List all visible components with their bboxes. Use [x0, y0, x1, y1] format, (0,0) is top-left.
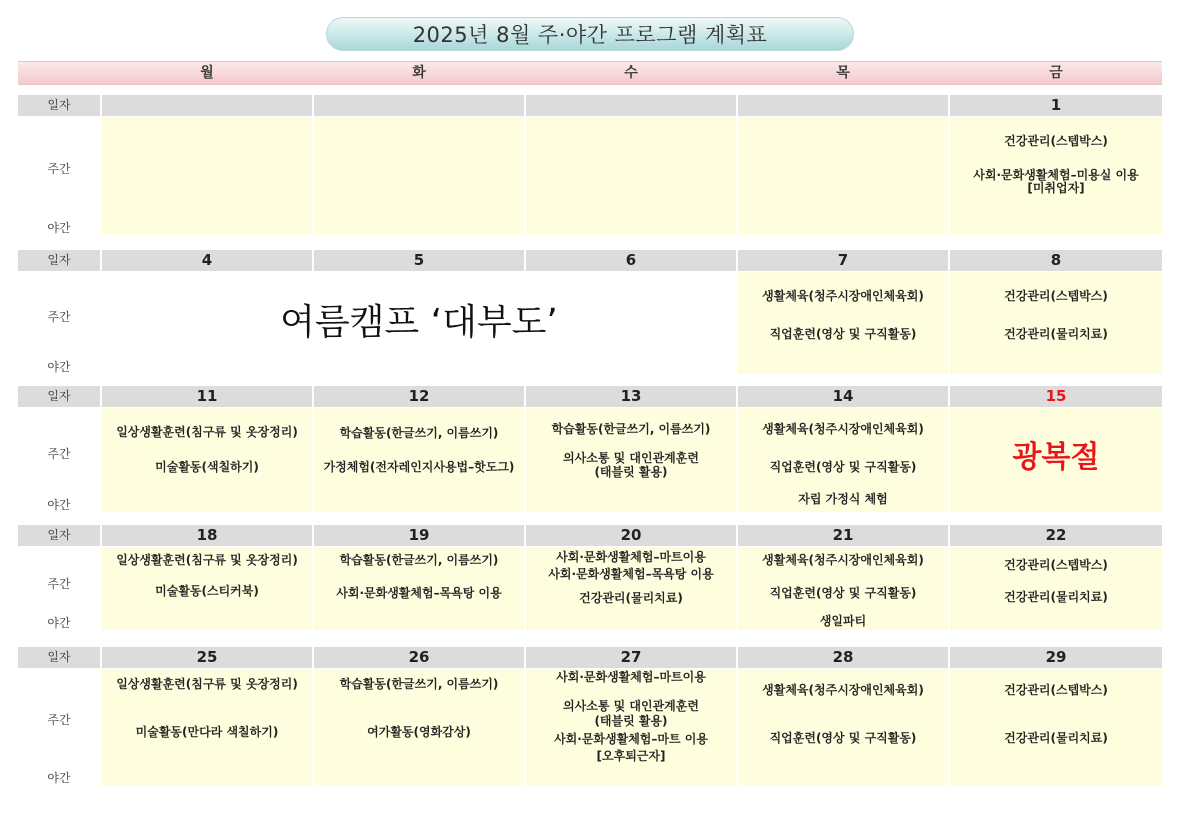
program-cell [950, 669, 1162, 785]
program-item: [미취업자] [1027, 181, 1085, 195]
program-item: 의사소통 및 대인관계훈련 [563, 699, 699, 713]
program-item: 생활체육(청주시장애인체육회) [762, 683, 924, 697]
program-item: 자립 가정식 체험 [798, 492, 888, 506]
week-block [18, 386, 1162, 512]
weekday-mon: 월 [200, 65, 214, 81]
weekday-fri: 금 [1049, 65, 1063, 81]
date-cell: 15 [950, 386, 1162, 407]
date-cell: 4 [102, 250, 312, 271]
program-item: 학습활동(한글쓰기, 이름쓰기) [339, 677, 499, 691]
date-cell: 18 [102, 525, 312, 546]
program-item: 의사소통 및 대인관계훈련 [563, 451, 699, 465]
date-label: 일자 [18, 525, 100, 546]
program-item: 사회·문화생활체험–미용실 이용 [973, 168, 1139, 182]
program-cell [526, 408, 736, 512]
program-item: 생활체육(청주시장애인체육회) [762, 422, 924, 436]
program-item: 사회·문화생활체험–마트이용 [556, 550, 706, 564]
day-label: 주간 [47, 310, 71, 324]
program-item: 사회·문화생활체험–마트 이용 [554, 732, 708, 746]
date-cell: 28 [738, 647, 948, 668]
night-label: 야간 [47, 771, 71, 785]
program-item: 건강관리(물리치료) [1004, 731, 1108, 745]
date-cell: 20 [526, 525, 736, 546]
program-cell [102, 117, 312, 235]
day-label: 주간 [47, 577, 71, 591]
date-label: 일자 [18, 386, 100, 407]
program-cell [738, 117, 948, 235]
page-title: 2025년 8월 주·야간 프로그램 계획표 [326, 17, 854, 51]
program-item: 직업훈련(영상 및 구직활동) [769, 327, 917, 341]
date-cell: 29 [950, 647, 1162, 668]
date-cell: 25 [102, 647, 312, 668]
program-item: 미술활동(만다라 색칠하기) [135, 725, 279, 739]
program-item: 건강관리(물리치료) [1004, 590, 1108, 604]
program-item: 생활체육(청주시장애인체육회) [762, 289, 924, 303]
program-item: 여가활동(영화감상) [367, 725, 471, 739]
program-item: 가정체험(전자레인지사용법–핫도그) [323, 460, 515, 474]
program-item: 일상생활훈련(침구류 및 옷장정리) [116, 553, 298, 567]
day-label: 주간 [47, 447, 71, 461]
program-cell [526, 117, 736, 235]
date-label: 일자 [18, 95, 100, 116]
program-item: 학습활동(한글쓰기, 이름쓰기) [339, 553, 499, 567]
program-cell [738, 669, 948, 785]
program-item: 직업훈련(영상 및 구직활동) [769, 586, 917, 600]
program-item: [오후퇴근자] [596, 749, 666, 763]
program-cell [102, 547, 312, 630]
date-cell [314, 95, 524, 116]
night-label: 야간 [47, 360, 71, 374]
program-cell [526, 669, 736, 785]
program-item: 직업훈련(영상 및 구직활동) [769, 460, 917, 474]
program-item: 학습활동(한글쓰기, 이름쓰기) [339, 426, 499, 440]
program-cell [738, 272, 948, 374]
day-label: 주간 [47, 713, 71, 727]
program-item: 생일파티 [819, 614, 867, 628]
date-cell: 21 [738, 525, 948, 546]
program-cell [102, 669, 312, 785]
holiday-label: 광복절 [1012, 440, 1100, 475]
night-label: 야간 [47, 616, 71, 630]
camp-title: 여름캠프 ‘대부도’ [280, 302, 558, 343]
date-cell: 5 [314, 250, 524, 271]
program-cell [950, 408, 1162, 512]
week-block [18, 250, 1162, 374]
program-cell [314, 408, 524, 512]
program-item: 사회·문화생활체험–마트이용 [556, 670, 706, 684]
program-item: 건강관리(스텝박스) [1004, 134, 1108, 148]
program-item: 생활체육(청주시장애인체육회) [762, 553, 924, 567]
date-cell: 13 [526, 386, 736, 407]
date-cell [526, 95, 736, 116]
camp-cell [102, 272, 736, 374]
date-cell: 27 [526, 647, 736, 668]
program-cell [314, 117, 524, 235]
program-cell [314, 547, 524, 630]
date-cell: 14 [738, 386, 948, 407]
date-cell: 7 [738, 250, 948, 271]
program-item: 건강관리(스텝박스) [1004, 289, 1108, 303]
date-cell: 1 [950, 95, 1162, 116]
night-label: 야간 [47, 221, 71, 235]
program-cell [950, 547, 1162, 630]
weekday-tue: 화 [412, 65, 426, 81]
program-cell [738, 408, 948, 512]
program-cell [950, 117, 1162, 235]
program-item: (태블릿 활용) [594, 714, 668, 728]
date-cell: 19 [314, 525, 524, 546]
program-item: (태블릿 활용) [594, 465, 668, 479]
program-cell [102, 408, 312, 512]
program-cell [738, 547, 948, 630]
date-cell: 11 [102, 386, 312, 407]
program-item: 사회·문화생활체험–목욕탕 이용 [548, 567, 714, 581]
date-cell [738, 95, 948, 116]
program-item: 일상생활훈련(침구류 및 옷장정리) [116, 425, 298, 439]
program-item: 학습활동(한글쓰기, 이름쓰기) [551, 422, 711, 436]
program-item: 건강관리(물리치료) [1004, 327, 1108, 341]
day-label: 주간 [47, 162, 71, 176]
program-cell [950, 272, 1162, 374]
program-item: 미술활동(스티커북) [155, 584, 259, 598]
date-cell: 22 [950, 525, 1162, 546]
date-label: 일자 [18, 647, 100, 668]
week-block [18, 95, 1162, 235]
date-cell [102, 95, 312, 116]
program-item: 사회·문화생활체험–목욕탕 이용 [336, 586, 502, 600]
program-item: 미술활동(색칠하기) [155, 460, 259, 474]
date-cell: 8 [950, 250, 1162, 271]
date-label: 일자 [18, 250, 100, 271]
program-cell [314, 669, 524, 785]
week-block [18, 647, 1162, 785]
program-cell [526, 547, 736, 630]
program-item: 건강관리(스텝박스) [1004, 558, 1108, 572]
date-cell: 26 [314, 647, 524, 668]
weekday-header [18, 61, 1162, 85]
program-item: 직업훈련(영상 및 구직활동) [769, 731, 917, 745]
weekday-wed: 수 [624, 65, 638, 81]
program-item: 건강관리(스텝박스) [1004, 683, 1108, 697]
week-block [18, 525, 1162, 630]
weekday-thu: 목 [836, 65, 850, 81]
date-cell: 6 [526, 250, 736, 271]
program-item: 일상생활훈련(침구류 및 옷장정리) [116, 677, 298, 691]
program-item: 건강관리(물리치료) [579, 591, 683, 605]
date-cell: 12 [314, 386, 524, 407]
night-label: 야간 [47, 498, 71, 512]
